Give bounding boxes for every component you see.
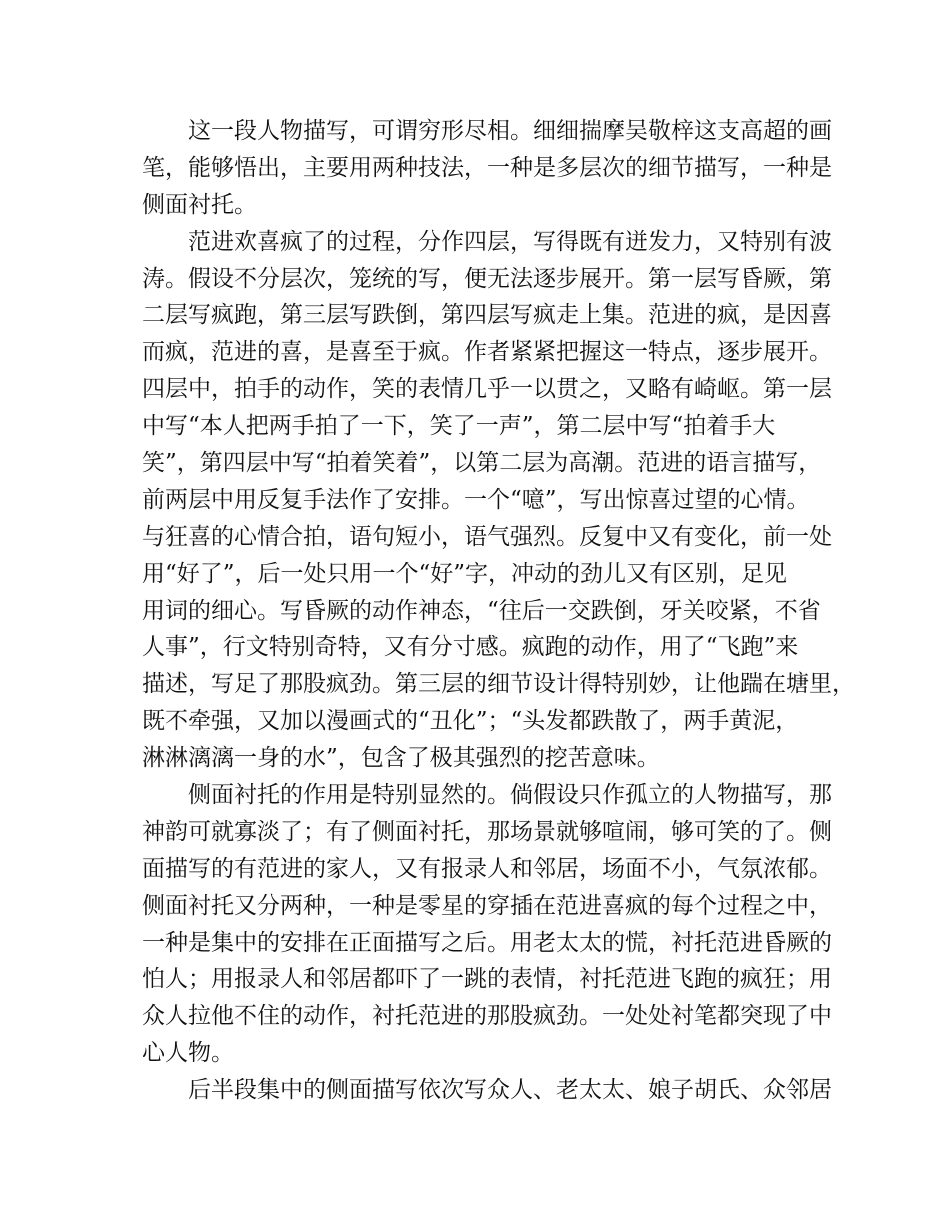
text-line: 既不牵强，又加以漫画式的“丑化”；“头发都跌散了，两手黄泥， <box>142 708 799 735</box>
text-line: 面描写的有范进的家人，又有报录人和邻居，场面不小，气氛浓郁。 <box>142 855 832 882</box>
text-line: 笔，能够悟出，主要用两种技法，一种是多层次的细节描写，一种是 <box>142 154 832 181</box>
text-line: 这一段人物描写，可谓穷形尽相。细细揣摩吴敬梓这支高超的画 <box>188 118 832 144</box>
text-line: 与狂喜的心情合拍，语句短小，语气强烈。反复中又有变化，前一处 <box>142 523 832 550</box>
text-line: 侧面衬托的作用是特别显然的。倘假设只作孤立的人物描写，那 <box>188 782 832 809</box>
text-line: 淋淋漓漓一身的水”，包含了极其强烈的挖苦意味。 <box>142 745 660 772</box>
text-line: 前两层中用反复手法作了安排。一个“噫”，写出惊喜过望的心情。 <box>142 486 810 513</box>
text-line: 神韵可就寡淡了；有了侧面衬托，那场景就够喧闹，够可笑的了。侧 <box>142 818 832 845</box>
text-line: 怕人；用报录人和邻居都吓了一跳的表情，衬托范进飞跑的疯狂；用 <box>142 966 832 993</box>
text-line: 人事”，行文特别奇特，又有分寸感。疯跑的动作，用了“飞跑”来 <box>142 634 799 661</box>
text-line: 用“好了”，后一处只用一个“好”字，冲动的劲儿又有区别，足见 <box>142 560 788 587</box>
text-line: 而疯，范进的喜，是喜至于疯。作者紧紧把握这一特点，逐步展开。 <box>142 339 832 366</box>
text-line: 描述，写足了那股疯劲。第三层的细节设计得特别妙，让他踹在塘里， <box>142 671 855 698</box>
text-line: 侧面衬托又分两种，一种是零星的穿插在范进喜疯的每个过程之中， <box>142 892 832 919</box>
text-line: 用词的细心。写昏厥的动作神态，“往后一交跌倒，牙关咬紧，不省 <box>142 597 821 624</box>
text-line: 一种是集中的安排在正面描写之后。用老太太的慌，衬托范进昏厥的 <box>142 929 832 956</box>
text-line: 涛。假设不分层次，笼统的写，便无法逐步展开。第一层写昏厥，第 <box>142 265 832 292</box>
text-line: 侧面衬托。 <box>142 191 257 218</box>
text-line: 心人物。 <box>142 1040 234 1067</box>
text-line: 后半段集中的侧面描写依次写众人、老太太、娘子胡氏、众邻居 <box>188 1077 832 1104</box>
text-line: 范进欢喜疯了的过程，分作四层，写得既有迸发力，又特别有波 <box>188 228 832 255</box>
text-line: 二层写疯跑，第三层写跌倒，第四层写疯走上集。范进的疯，是因喜 <box>142 302 832 329</box>
text-line: 众人拉他不住的动作，衬托范进的那股疯劲。一处处衬笔都突现了中 <box>142 1003 832 1030</box>
text-line: 四层中，拍手的动作，笑的表情几乎一以贯之，又略有崎岖。第一层 <box>142 376 832 403</box>
text-line: 中写“本人把两手拍了一下，笑了一声”，第二层中写“拍着手大 <box>142 413 776 440</box>
text-line: 笑”，第四层中写“拍着笑着”，以第二层为高潮。范进的语言描写， <box>142 450 822 477</box>
document-body <box>142 113 855 1109</box>
